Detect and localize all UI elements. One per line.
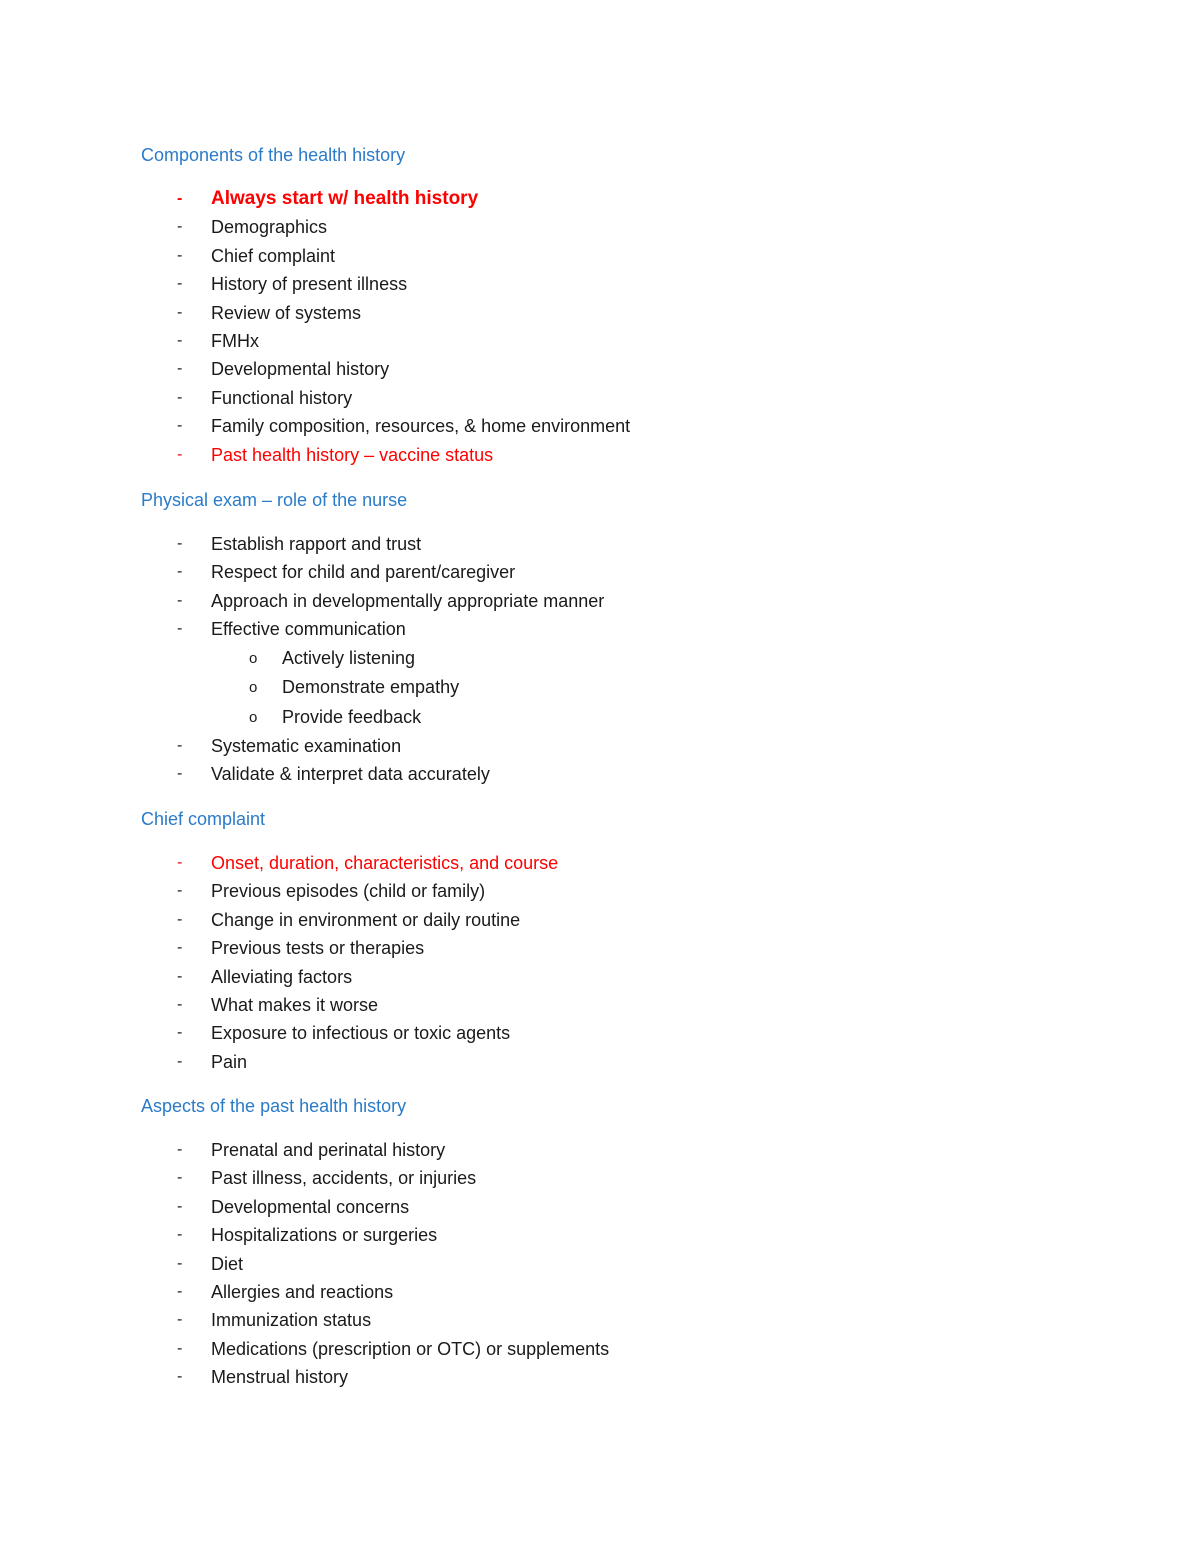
list-item [141,906,1121,934]
dash-marker: - [177,1169,183,1187]
list-item [141,1306,1121,1334]
dash-marker: - [177,1339,183,1357]
list-item-text: FMHx [211,330,259,351]
list-item [141,1335,1121,1363]
dash-marker: - [177,910,183,928]
dash-marker: - [177,417,183,435]
list-item-text: Functional history [211,387,353,408]
dash-marker: - [177,563,183,581]
list-item-text: Developmental concerns [211,1196,410,1217]
dash-marker: - [177,967,183,985]
list-item [141,270,1121,298]
list-item [141,587,1121,615]
list-item [141,1048,1121,1076]
list-item [141,849,1121,877]
dash-marker: - [177,331,183,349]
list-item-text: Menstrual history [211,1367,349,1388]
circle-bullet-marker: o [249,679,258,697]
dash-marker: - [177,1052,183,1070]
dash-marker: - [177,388,183,406]
dash-marker: - [177,882,183,900]
list-item [141,1221,1121,1249]
dash-marker: - [177,995,183,1013]
list-item-text: Alleviating factors [211,966,353,987]
dash-marker: - [177,190,183,207]
list-item-text: Change in environment or daily routine [211,909,521,930]
sub-list-item-text: Demonstrate empathy [282,677,460,698]
sub-list-item [141,703,1121,733]
list-item-text: Review of systems [211,302,362,323]
list-item [141,934,1121,962]
section-past-health-history [141,1094,1121,1392]
section-heading: Physical exam – role of the nurse [141,490,408,510]
list-item [141,1193,1121,1221]
dash-marker: - [177,737,183,755]
dash-marker: - [177,939,183,957]
list-item-text: Pain [211,1051,248,1072]
sub-list-item [141,644,1121,674]
list-item-text: Previous tests or therapies [211,938,425,959]
list-item-text: Prenatal and perinatal history [211,1140,446,1160]
circle-bullet-marker: o [249,708,258,726]
list-item [141,1136,1121,1164]
list-item [141,1164,1121,1192]
sub-list-item-text: Actively listening [282,647,416,668]
list-item-text: Allergies and reactions [211,1281,394,1302]
list-item [141,384,1121,412]
list-item-text: What makes it worse [211,994,379,1015]
list-item [141,558,1121,586]
bullet-list [141,1136,1121,1392]
section-chief-complaint [141,807,1121,1076]
dash-marker: - [177,1197,183,1215]
dash-marker: - [177,303,183,321]
section-heading: Chief complaint [141,809,266,829]
dash-marker: - [177,360,183,378]
sub-list-item-text: Provide feedback [282,706,422,727]
dash-marker: - [177,854,183,871]
list-item-text: Diet [211,1253,244,1274]
list-item [141,441,1121,469]
dash-marker: - [177,1254,183,1272]
list-item-text: Past health history – vaccine status [211,444,494,465]
list-item-text: Validate & interpret data accurately [211,764,490,785]
dash-marker: - [177,591,183,609]
sub-list-item [141,673,1121,703]
list-item-text: Hospitalizations or surgeries [211,1225,438,1246]
list-item [141,530,1121,558]
list-item [141,1019,1121,1047]
list-item-text: Developmental history [211,359,390,380]
list-item-text: Effective communication [211,619,406,640]
dash-marker: - [177,246,183,264]
list-item-text: Respect for child and parent/caregiver [211,562,516,583]
list-item-text: Systematic examination [211,736,402,757]
dash-marker: - [177,275,183,293]
dash-marker: - [177,1368,183,1386]
list-item-text: Previous episodes (child or family) [211,881,486,902]
list-item-text: Chief complaint [211,245,336,266]
dash-marker: - [177,445,183,463]
list-item [141,732,1121,760]
list-item [141,760,1121,788]
section-heading: Aspects of the past health history [141,1096,407,1116]
list-item-text: Demographics [211,217,328,238]
dash-marker: - [177,1141,183,1158]
list-item [141,877,1121,905]
list-item [141,1363,1121,1391]
list-item [141,963,1121,991]
list-item [141,299,1121,327]
dash-marker: - [177,1311,183,1329]
list-item [141,327,1121,355]
section-heading: Components of the health history [141,145,406,165]
list-item [141,213,1121,241]
dash-marker: - [177,1282,183,1300]
list-item [141,242,1121,270]
dash-marker: - [177,218,183,236]
list-item-text: Exposure to infectious or toxic agents [211,1023,511,1044]
dash-marker: - [177,535,183,552]
dash-marker: - [177,1024,183,1042]
list-item [141,355,1121,383]
list-item [141,991,1121,1019]
bullet-list [141,530,1121,789]
list-item-text: Establish rapport and trust [211,534,422,554]
list-item-text: Approach in developmentally appropriate manner [211,590,605,611]
section-components-health-history [141,143,1121,469]
dash-marker: - [177,765,183,783]
dash-marker: - [177,620,183,638]
dash-marker: - [177,1226,183,1244]
list-item-text: Family composition, resources, & home environment [211,416,631,437]
list-item-text: Medications (prescription or OTC) or supplements [211,1338,610,1359]
list-item [141,615,1121,643]
list-item-text: Always start w/ health history [211,188,479,209]
section-physical-exam [141,488,1121,789]
list-item-text: Onset, duration, characteristics, and course [211,853,559,873]
bullet-list [141,849,1121,1076]
circle-bullet-marker: o [249,649,258,667]
list-item [141,412,1121,440]
list-item [141,1278,1121,1306]
list-item [141,185,1121,213]
list-item-text: Past illness, accidents, or injuries [211,1168,477,1189]
list-item-text: Immunization status [211,1310,372,1331]
bullet-list [141,185,1121,469]
list-item [141,1250,1121,1278]
list-item-text: History of present illness [211,274,408,295]
